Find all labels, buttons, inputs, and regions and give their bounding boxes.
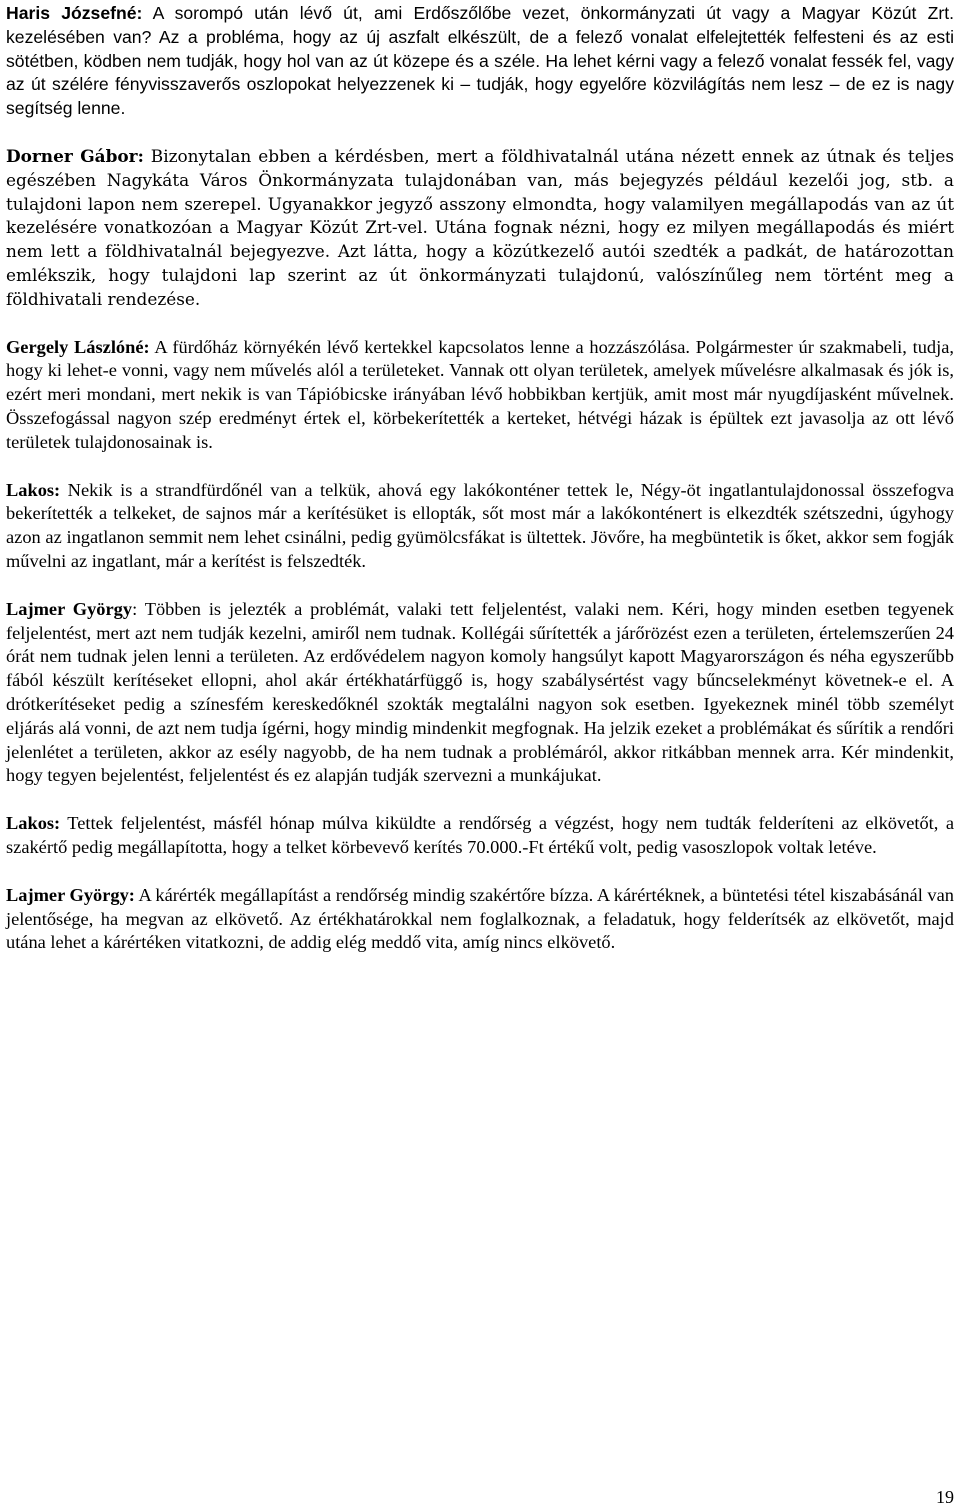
speaker-name: Lakos: (6, 813, 61, 834)
paragraph-text: Bizonytalan ebben a kérdésben, mert a földhivatalnál utána nézett ennek az útnak és teljes egészében Nagykáta Város Önkormányzata tulajdonában van, más bejegyzés például kezelői jog, stb. a tulajdoni lapon nem szerepel. Ugyanakkor jegyző asszony elmondta, hogy valamilyen megállapodás van az út kezelésére vonatkozóan a Magyar Közút Zrt-vel. Utána fognak nézni, hogy ez milyen megállapodás és miért nem lett a földhivatalnál bejegyezve. Azt látta, hogy a közútkezelő autói szedték a padkát, de határozottan emlékszik, hogy tulajdoni lap szerint az út önkormányzati tulajdonú, valószínűleg nem történt meg a földhivatali rendezése. (6, 145, 954, 309)
paragraph-text: : Többen is jelezték a problémát, valaki tett feljelentést, valaki nem. Kéri, hogy minden esetben tegyenek feljelentést, mert azt nem tudják kezelni, amiről nem tudnak. Kollégái sűrítették a járőrözést ezen a területen, értelemszerűen 24 órát nem tudnak jelen lenni a területen. Az erdővédelem nagyon komoly hangsúlyt kapott Magyarországon és néha egyszerűbb fából készült kerítéseket ellopni, ahol akár értékhatárfüggő is, hogy szabálysértést vagy bűncselekményt követnek-e el. A drótkerítéseket pedig a színesfém kereskedőknél szokták megtalálni nagyon sok esetben. Igyekeznek minél több személyt eljárás alá vonni, de azt nem tudja ígérni, hogy mindig mindenkit megfognak. Ha jelzik ezeket a problémákat és sűrítik a rendőri jelenlétet a területen, akkor az esély nagyobb, de ha nem tudnak a problémáról, akkor ritkábban mennek arra. Kér mindenkit, hogy tegyen bejelentést, feljelentést és ez alapján tudják szervezni a munkájukat. (6, 598, 954, 786)
paragraph-lakos-2 (6, 812, 954, 860)
paragraph-haris-jozsefne (6, 2, 954, 121)
paragraph-text: A fürdőház környékén lévő kertekkel kapcsolatos lenne a hozzászólása. Polgármester úr szakmabeli, tudja, hogy ki lehet-e vonni, vagy nem művelés alól a területeket. Vannak ott olyan területek, amelyek művelésre alkalmasak és jók is, ezért meri mondani, mert nekik is van Tápióbicske irányában lévő hobbikban kertjük, amit most már nyugdíjasként művelnek. Összefogással nagyon szép eredményt értek el, körbekerítették a kerteket, hétvégi házak is épültek ezt javasolja az ott lévő területek tulajdonosainak is. (6, 336, 954, 452)
page-number: 19 (936, 1487, 954, 1507)
paragraph-text: Nekik is a strandfürdőnél van a telkük, ahová egy lakókonténer tettek le, Négy-öt ingatlantulajdonossal összefogva bekerítették a telkeket, de sajnos már a kerítésüket is ellopták, sőt most már a lakókonténert is elkezdték szétszedni, úgyhogy azon az ingatlanon semmit nem lehet csinálni, pedig gyümölcsfákat is ültettek. Jövőre, ha megbüntetik is őket, akkor sem fogják művelni az ingatlant, már a kerítést is felszedték. (6, 479, 954, 571)
paragraph-gergely-laszlone (6, 336, 954, 455)
speaker-name: Haris Józsefné: (6, 3, 143, 23)
speaker-name: Gergely Lászlóné: (6, 336, 150, 357)
paragraph-text: A kárérték megállapítást a rendőrség mindig szakértőre bízza. A kárértéknek, a büntetési tétel kiszabásánál van jelentősége, ha megvan az elkövető. Az értékhatárokkal nem foglalkoznak, a feladatuk, hogy felderítsék az elkövetőt, majd utána lehet a kárértéken vitatkozni, de addig elég meddő vita, amíg nincs elkövető. (6, 884, 954, 953)
paragraph-lakos-1 (6, 479, 954, 574)
paragraph-dorner-gabor (6, 145, 954, 312)
speaker-name: Lajmer György: (6, 884, 135, 905)
paragraph-lajmer-gyorgy-1 (6, 598, 954, 788)
speaker-name: Lakos: (6, 479, 61, 500)
paragraph-lajmer-gyorgy-2 (6, 884, 954, 955)
paragraph-text: Tettek feljelentést, másfél hónap múlva kiküldte a rendőrség a végzést, hogy nem tudták felderíteni az elkövetőt, a szakértő pedig megállapította, hogy a telket körbevevő kerítés 70.000.-Ft értékű volt, pedig vasoszlopok voltak letéve. (6, 813, 954, 857)
document-body (6, 2, 954, 979)
paragraph-text: A sorompó után lévő út, ami Erdőszőlőbe vezet, önkormányzati út vagy a Magyar Közút Zrt. kezelésében van? Az a probléma, hogy az új aszfalt elkészült, de a felező vonalat elfelejtették felfesteni és az esti sötétben, ködben nem tudják, hogy hol van az út közepe és a széle. Ha lehet kérni vagy a felező vonalat fessék fel, vagy az út szélére fényvisszaverős oszlopokat helyezzenek ki – tudják, hogy egyelőre közvilágítás nem lesz – de ez is nagy segítség lenne. (6, 3, 955, 119)
speaker-name: Lajmer György (6, 598, 133, 619)
speaker-name: Dorner Gábor: (6, 145, 144, 166)
